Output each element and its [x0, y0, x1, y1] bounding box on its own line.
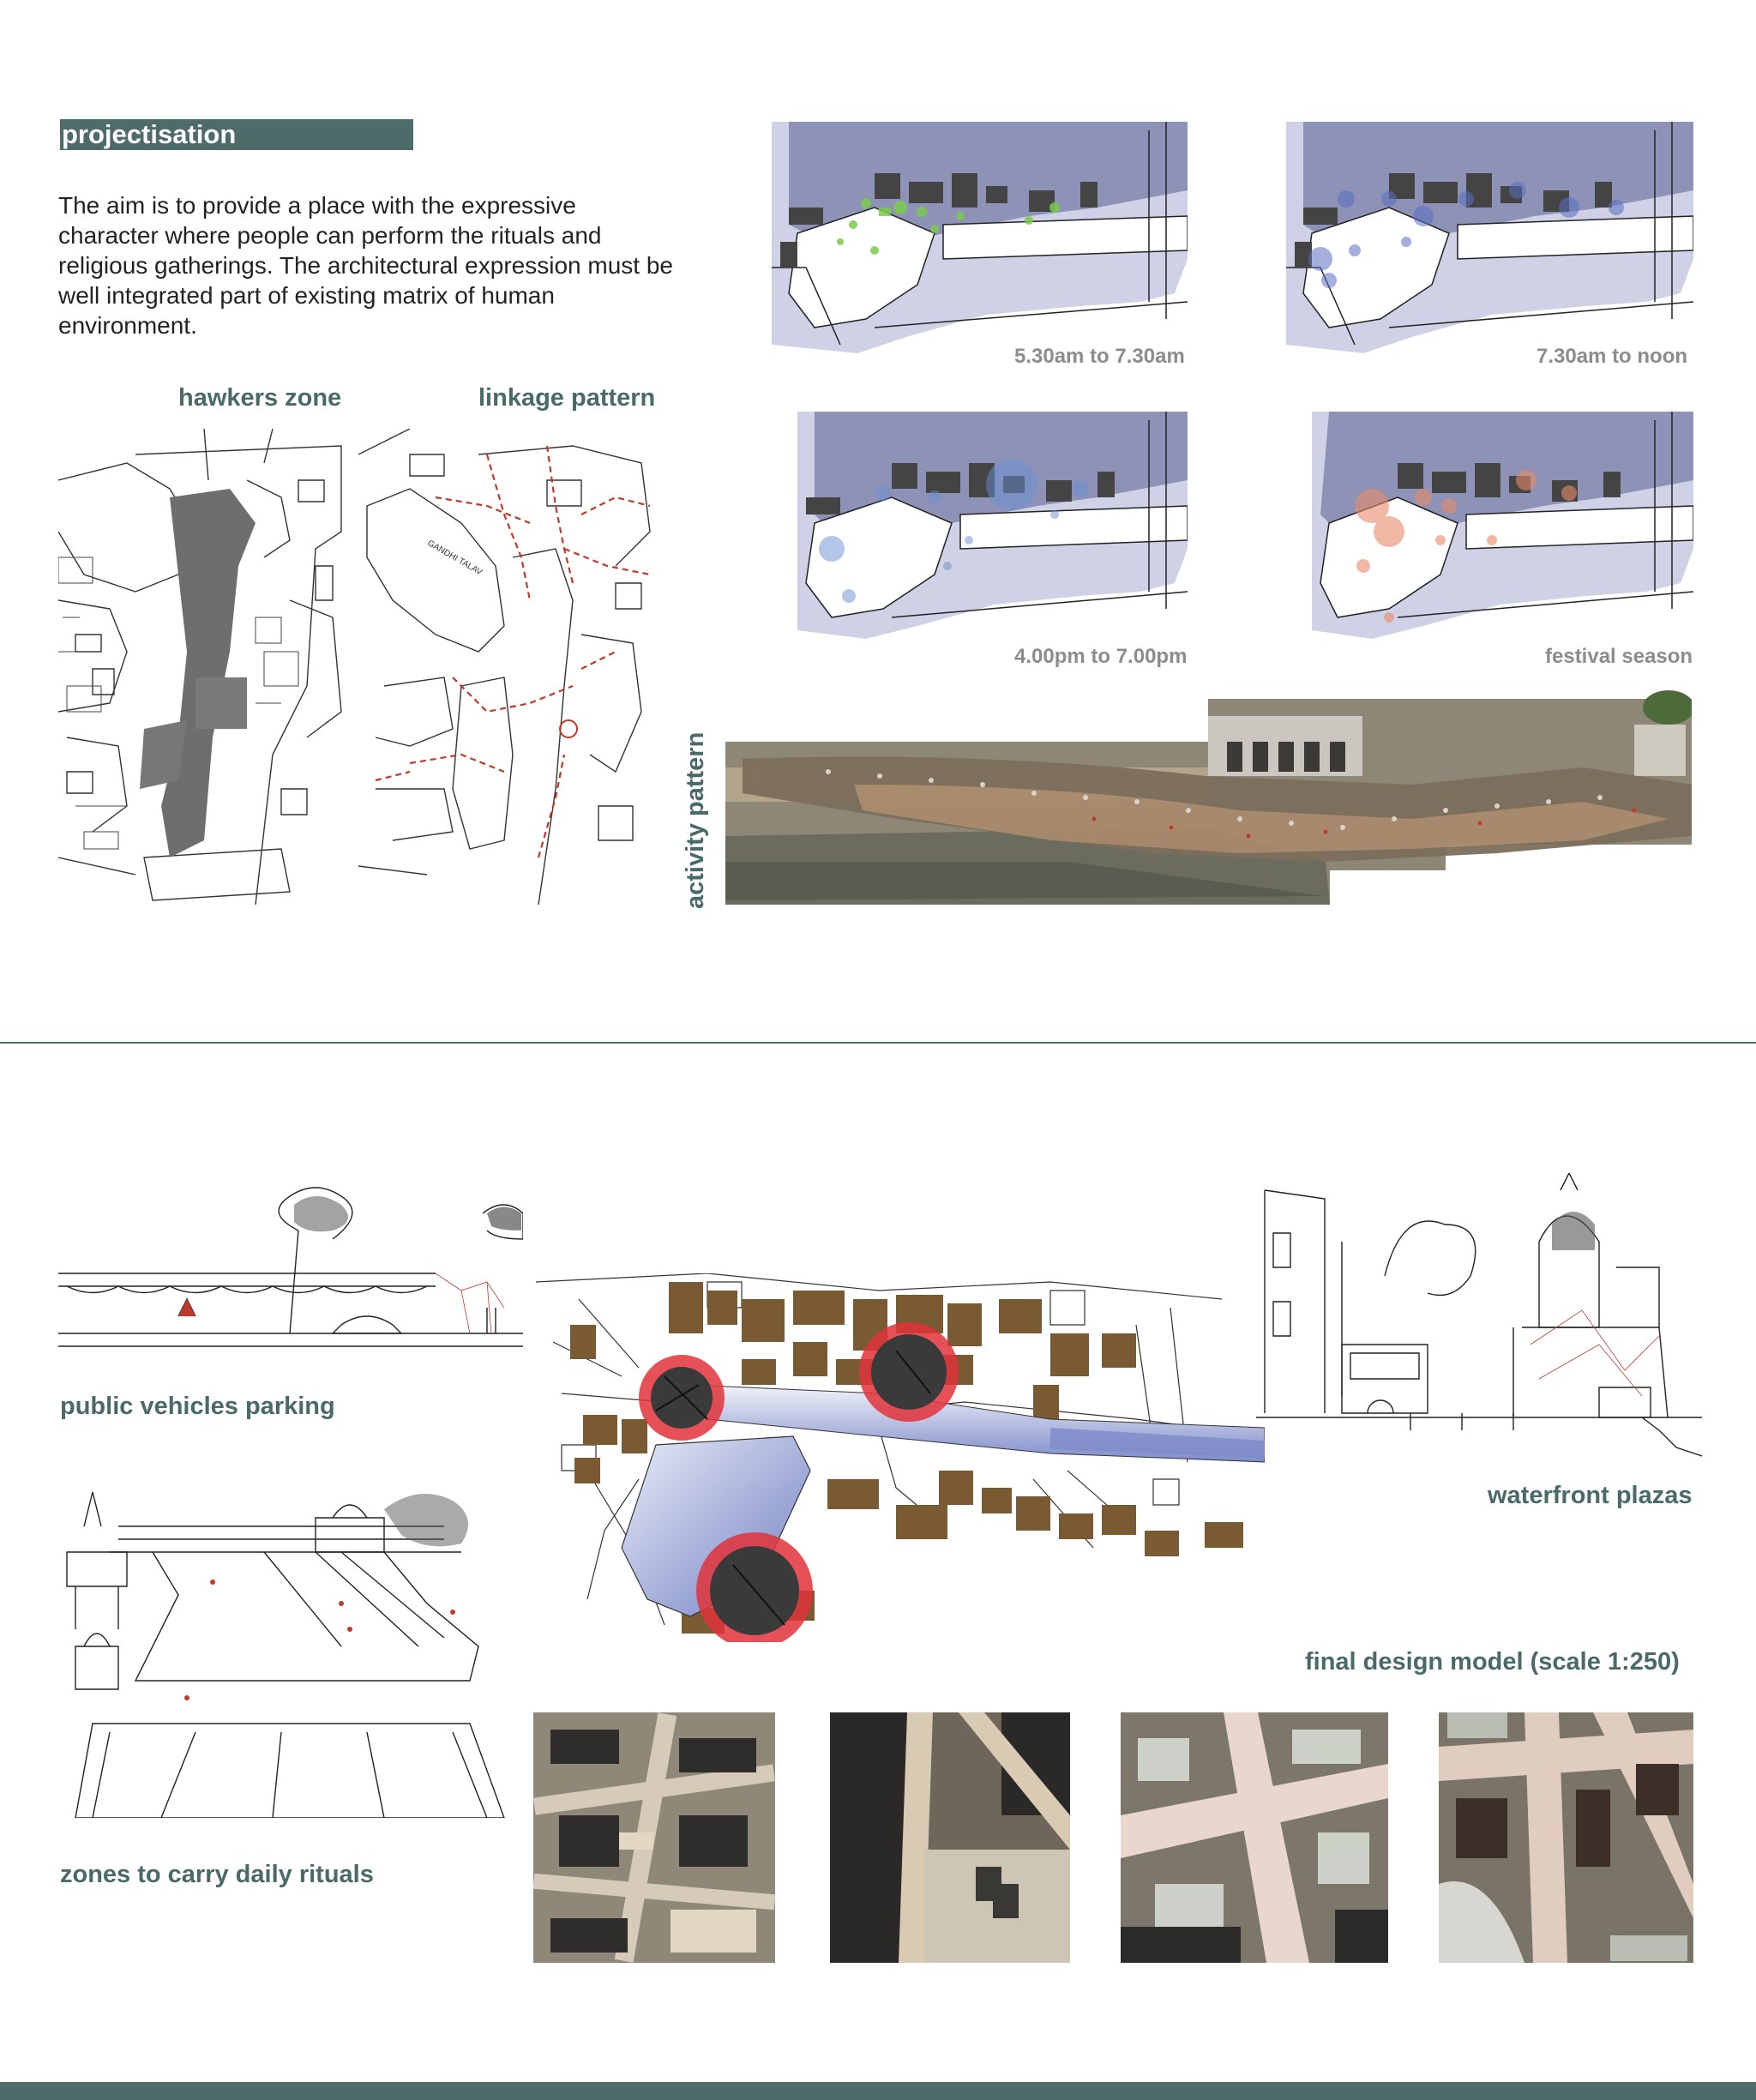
- activity-caption-3: 4.00pm to 7.00pm: [1014, 645, 1188, 668]
- hawkers-zone-map: [58, 429, 352, 905]
- linkage-pattern-map: [358, 429, 665, 905]
- activity-pattern-label: activity pattern: [682, 731, 709, 909]
- rituals-sketch: [58, 1475, 521, 1818]
- model-photo-3: [1121, 1712, 1388, 1963]
- rituals-label: zones to carry daily rituals: [60, 1861, 374, 1888]
- parking-sketch: [58, 1179, 523, 1351]
- activity-map-festival: [1312, 412, 1693, 639]
- activity-caption-1: 5.30am to 7.30am: [1014, 345, 1185, 368]
- section-title: projectisation: [60, 119, 413, 150]
- activity-map-noon: [1286, 122, 1693, 353]
- intro-text: The aim is to provide a place with the expressive character where people can perform the rituals and religious gatherings. The architectural expression must be well integrated part of existing matrix of human environment.: [58, 192, 673, 339]
- activity-caption-4: festival season: [1545, 645, 1693, 668]
- section-divider: [0, 1042, 1756, 1044]
- site-plan: [536, 1273, 1265, 1642]
- model-photo-2: [830, 1712, 1070, 1963]
- lake-label: GANDHI TALAV: [425, 539, 484, 578]
- parking-label: public vehicles parking: [60, 1393, 335, 1420]
- activity-map-morning: [772, 122, 1188, 353]
- activity-map-evening: [797, 412, 1188, 639]
- hawkers-zone-label: hawkers zone: [178, 384, 342, 412]
- model-photo-1: [533, 1712, 775, 1963]
- waterfront-sketch: [1256, 1173, 1702, 1458]
- ghat-crowd-photo: [725, 690, 1692, 905]
- activity-caption-2: 7.30am to noon: [1536, 345, 1688, 368]
- model-label: final design model (scale 1:250): [1305, 1648, 1680, 1676]
- waterfront-label: waterfront plazas: [1488, 1482, 1693, 1509]
- footer-bar: [0, 2082, 1756, 2100]
- model-photo-4: [1439, 1712, 1693, 1963]
- linkage-pattern-label: linkage pattern: [478, 384, 656, 412]
